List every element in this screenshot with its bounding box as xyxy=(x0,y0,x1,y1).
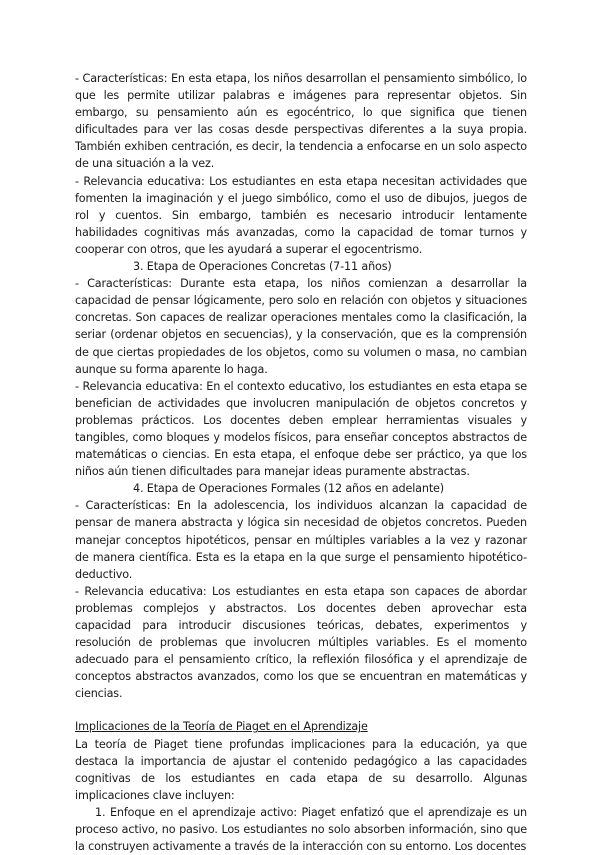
active-learning-item: 1. Enfoque en el aprendizaje activo: Piaget enfatizó que el aprendizaje es un proceso activo, no pasivo. Los estudiantes no solo absorben información, sino que la construyen activamente a través de la interacción con su entorno. Los docentes xyxy=(75,805,527,854)
implications-section-title: Implicaciones de la Teoría de Piaget en el Aprendizaje xyxy=(75,720,368,734)
concrete-characteristics: - Características: Durante esta etapa, los niños comienzan a desarrollar la capacidad de pensar lógicamente, pero solo en relación con objetos y situaciones concretas. Son capaces de realizar operaciones mentales como la clasificación, la seriar (ordenar objetos en secuencias), y la conservación, que es la comprensión de que ciertas propiedades de los objetos, como su volumen o masa, no cambian aunque su forma aparente lo haga. xyxy=(75,277,527,376)
formal-relevance: - Relevancia educativa: Los estudiantes en esta etapa son capaces de abordar problemas complejos y abstractos. Los docentes deben aprovechar esta capacidad para introducir discusiones teóricas, debates, experimentos y resolución de problemas que involucren múltiples variables. Es el momento adecuado para el pensamiento crítico, la reflexión filosófica y el aprendizaje de conceptos abstractos avanzados, como los que se encuentran en matemáticas y ciencias. xyxy=(75,584,527,701)
concrete-operations-heading: 3. Etapa de Operaciones Concretas (7-11 años) xyxy=(133,260,392,274)
preoperational-relevance: - Relevancia educativa: Los estudiantes en esta etapa necesitan actividades que fomenten la imaginación y el juego simbólico, como el uso de dibujos, juegos de rol y cuentos. Sin embargo, también es necesario introducir lentamente habilidades cognitivas más avanzadas, como la capacidad de tomar turnos y cooperar con otros, que les ayudará a superar el egocentrismo. xyxy=(75,174,527,256)
implications-intro: La teoría de Piaget tiene profundas implicaciones para la educación, ya que destaca la importancia de ajustar el contenido pedagógico a las capacidades cognitivas de los estudiantes en cada etapa de su desarrollo. Algunas implicaciones clave incluyen: xyxy=(75,737,527,802)
concrete-relevance: - Relevancia educativa: En el contexto educativo, los estudiantes en esta etapa se benefician de actividades que involucren manipulación de objetos concretos y problemas prácticos. Los docentes deben emplear herramientas visuales y tangibles, como bloques y modelos físicos, para enseñar conceptos abstractos de matemáticas o ciencias. En esta etapa, el enfoque debe ser práctico, ya que los niños aún tienen dificultades para manejar ideas puramente abstractas. xyxy=(75,379,527,479)
formal-operations-heading: 4. Etapa de Operaciones Formales (12 años en adelante) xyxy=(133,482,445,496)
formal-characteristics: - Características: En la adolescencia, los individuos alcanzan la capacidad de pensar de manera abstracta y lógica sin necesidad de objetos concretos. Pueden manejar conceptos hipotéticos, pensar en múltiples variables a la vez y razonar de manera científica. Esta es la etapa en la que surge el pensamiento hipotético-deductivo. xyxy=(75,499,527,581)
preoperational-characteristics: - Características: En esta etapa, los niños desarrollan el pensamiento simbólico, lo que les permite utilizar palabras e imágenes para representar objetos. Sin embargo, su pensamiento aún es egocéntrico, lo que significa que tienen dificultades para ver las cosas desde perspectivas diferentes a la suya propia. También exhiben centración, es decir, la tendencia a enfocarse en un solo aspecto de una situación a la vez. xyxy=(75,72,527,171)
